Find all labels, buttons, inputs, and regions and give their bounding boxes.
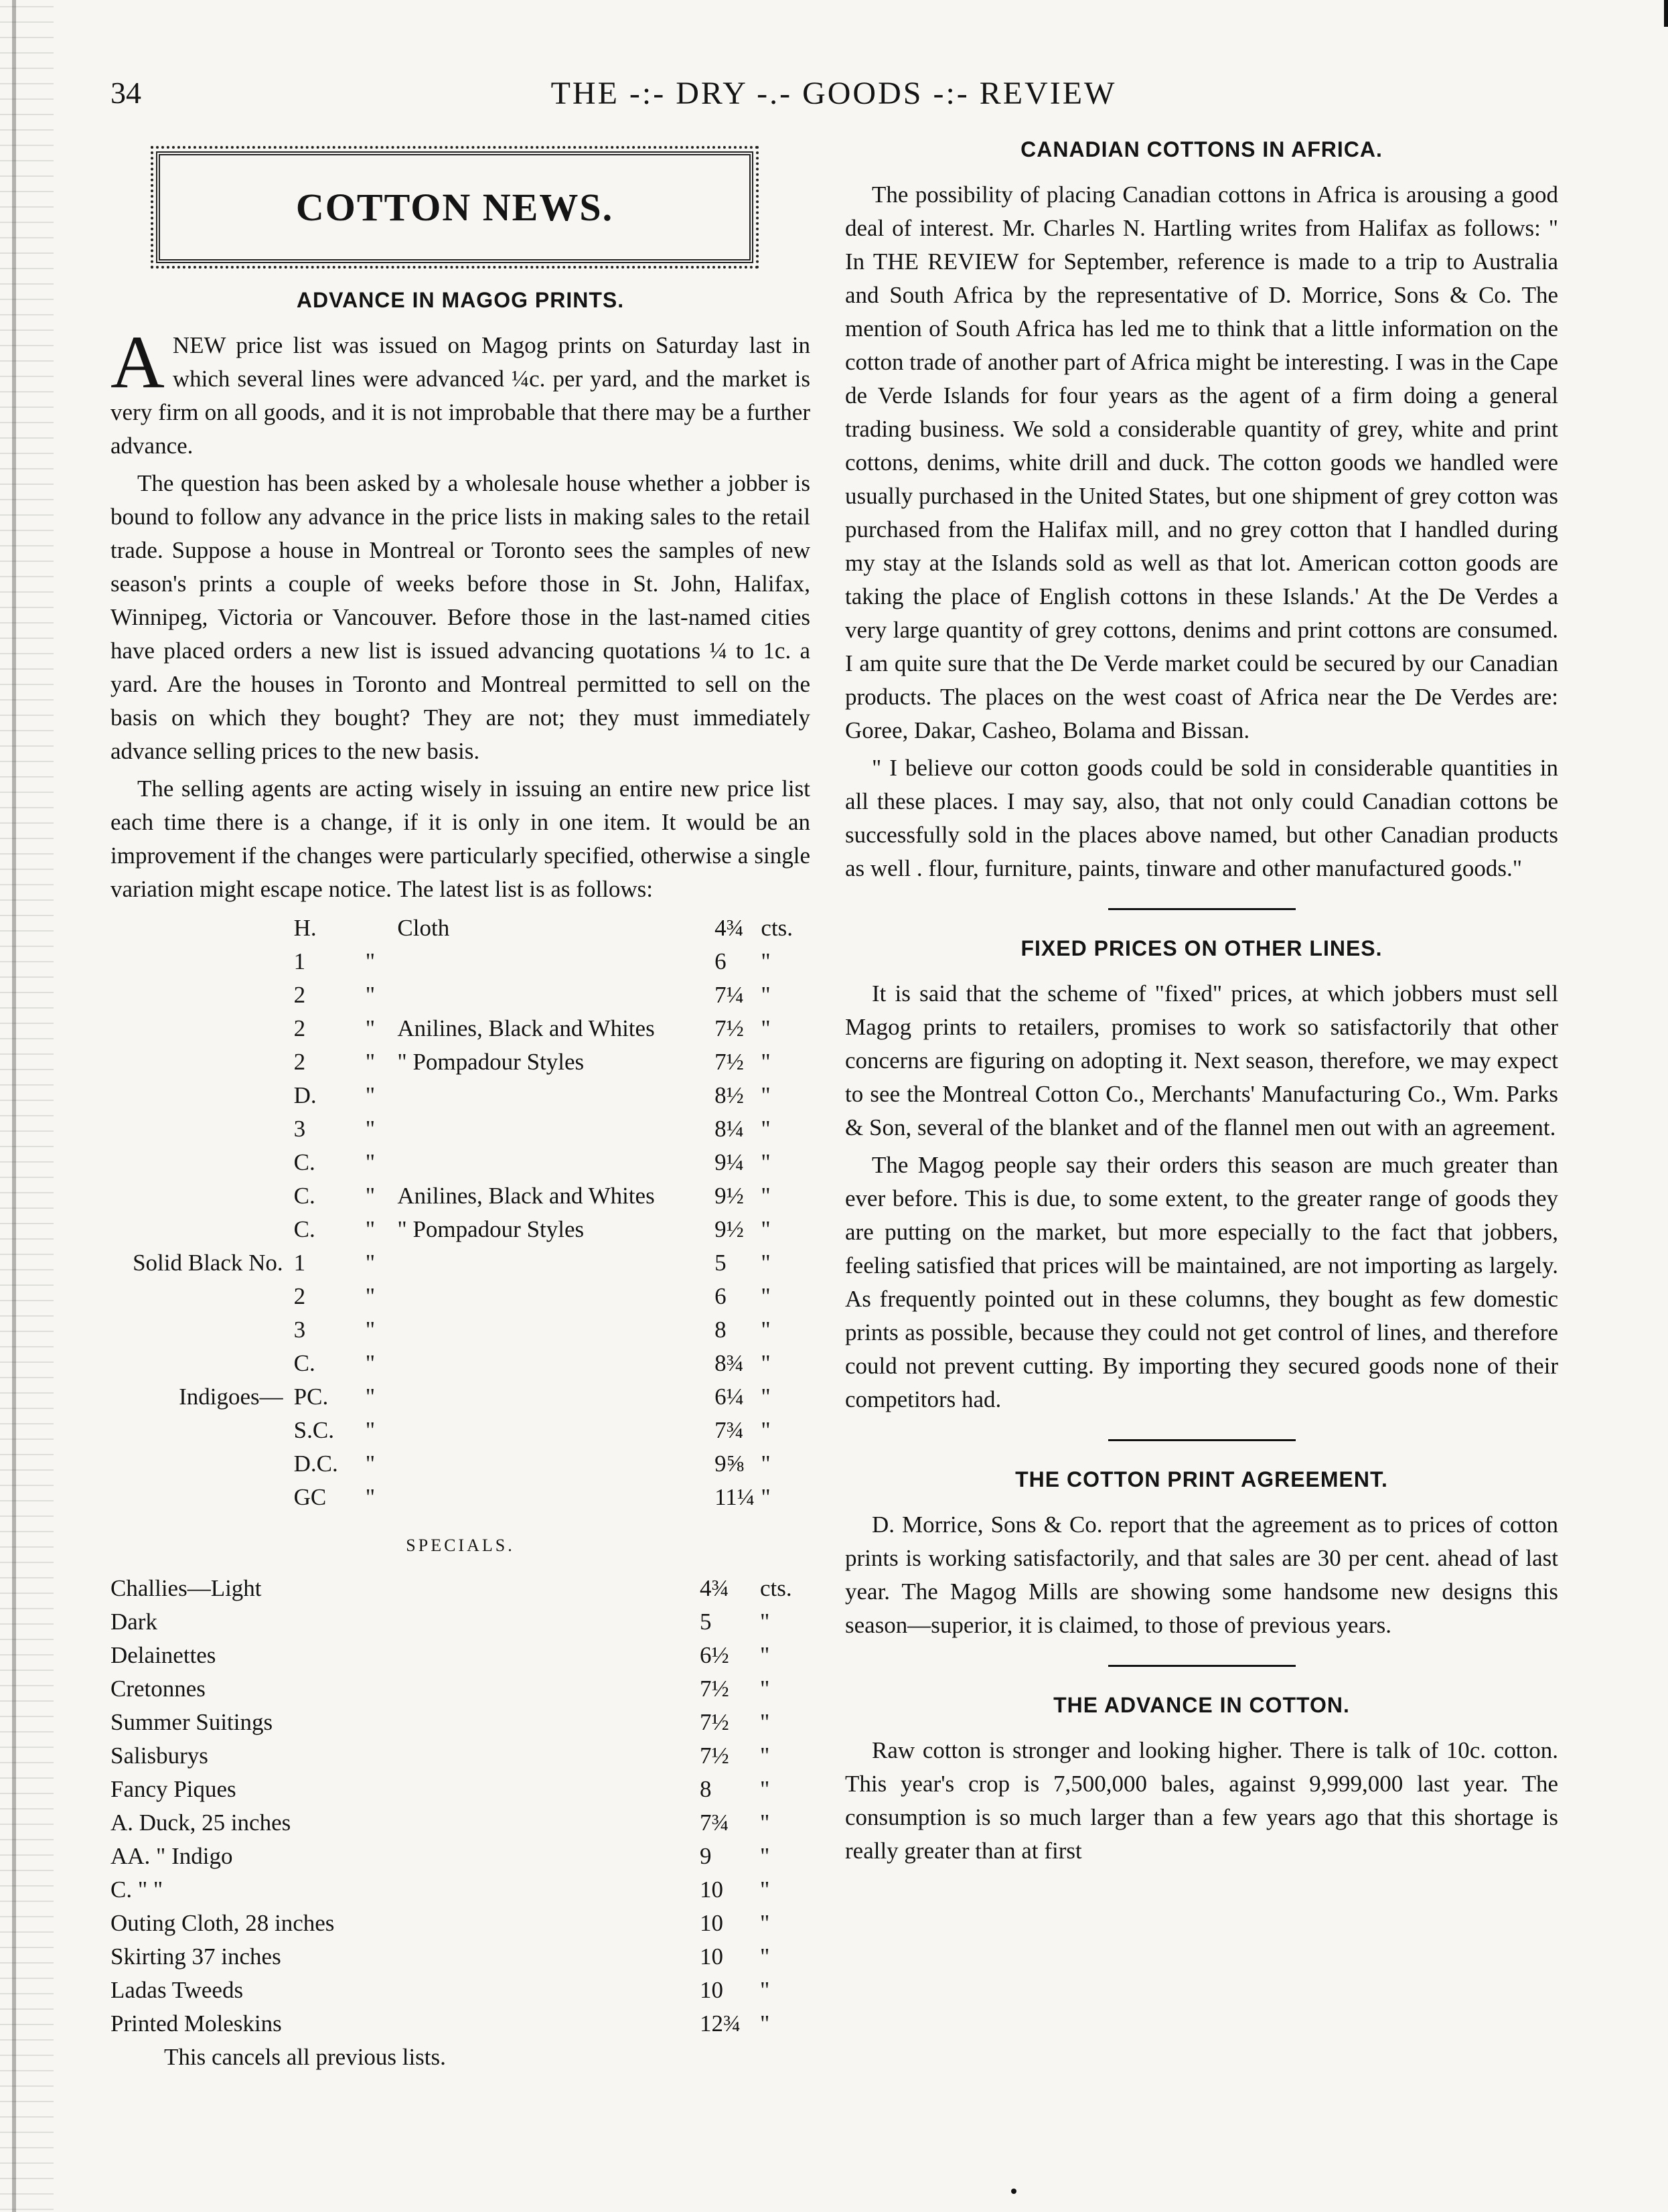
page-header — [110, 75, 1557, 129]
specials-unit: " — [760, 1910, 770, 1936]
price-row-price: 7¾ — [714, 1417, 744, 1443]
price-row-description — [397, 1380, 714, 1414]
subheading-advance-cotton: THE ADVANCE IN COTTON. — [1053, 1693, 1350, 1717]
price-row-description — [397, 1347, 714, 1380]
specials-unit: " — [760, 1810, 770, 1836]
specials-row — [110, 1605, 807, 1639]
price-row-ditto: " — [365, 1216, 376, 1242]
price-row-ditto: " — [365, 1317, 376, 1343]
subheading-africa: CANADIAN COTTONS IN AFRICA. — [1020, 137, 1383, 161]
specials-item: Challies—Light — [110, 1575, 262, 1601]
price-row-unit: " — [761, 1283, 771, 1309]
price-row-description: Cloth — [397, 915, 450, 941]
price-row — [110, 1213, 807, 1246]
price-row-ditto: " — [365, 1015, 376, 1041]
price-row-price: 5 — [714, 1250, 727, 1276]
specials-unit: cts. — [760, 1575, 792, 1601]
price-row — [110, 1380, 807, 1414]
price-row-description — [397, 1447, 714, 1481]
price-row-ditto: " — [365, 1350, 376, 1376]
price-row-price: 7½ — [714, 1049, 744, 1075]
specials-item: Dark — [110, 1609, 157, 1635]
specials-row — [110, 1907, 807, 1940]
price-row-class: C. — [293, 1149, 315, 1175]
drop-cap: A — [110, 321, 165, 404]
price-row-price: 9¼ — [714, 1149, 744, 1175]
price-row-unit: " — [761, 1350, 771, 1376]
price-row-unit: " — [761, 948, 771, 974]
price-row-lead — [110, 1179, 294, 1213]
price-row-price: 7½ — [714, 1015, 744, 1041]
price-row-lead — [110, 1112, 294, 1146]
price-row-class: 2 — [293, 1015, 306, 1041]
page-corner-mark — [1637, 0, 1668, 27]
price-row-description — [397, 1146, 714, 1179]
specials-price: 10 — [700, 1977, 723, 2003]
price-row-unit: " — [761, 1216, 771, 1242]
price-row — [110, 1112, 807, 1146]
price-row-description — [397, 1313, 714, 1347]
specials-item: C. " " — [110, 1876, 163, 1903]
price-row — [110, 1347, 807, 1380]
price-row — [110, 1481, 807, 1514]
price-row-class: C. — [293, 1183, 315, 1209]
specials-item: Cretonnes — [110, 1676, 206, 1702]
price-row-class: GC — [293, 1484, 327, 1510]
paragraph-advance: Raw cotton is stronger and looking higher. There is talk of 10c. cotton. This year's crop is 7,500,000 bales, against 9,999,000 last year. The consumption is so much larger than a few years ago that this shortage is really greater than at first — [845, 1737, 1558, 1864]
specials-row — [110, 1672, 807, 1706]
price-row-price: 7¼ — [714, 982, 744, 1008]
price-row-ditto: " — [365, 1451, 376, 1477]
specials-price: 7½ — [700, 1676, 729, 1702]
paragraph-new-price-list: ANEW price list was issued on Magog prints on Saturday last in which several lines were advanced ¼c. per yard, and the market is very firm on all goods, and it is not improbable that there may be a further advance. — [110, 321, 810, 459]
price-row-price: 6 — [714, 1283, 727, 1309]
page-foot-dot — [1011, 2189, 1016, 2194]
section-rule — [1108, 1665, 1296, 1667]
specials-unit: " — [760, 1609, 770, 1635]
price-row-class: C. — [293, 1216, 315, 1242]
paragraph-agreement: D. Morrice, Sons & Co. report that the agreement as to prices of cotton prints is working satisfactorily, and that sales are 30 per cent. ahead of last year. The Magog Mills are showing some handsome new designs this season—superior, it is claimed, to those of previous years. — [845, 1511, 1558, 1638]
price-row-unit: " — [761, 1183, 771, 1209]
price-row-description — [397, 1414, 714, 1447]
specials-row — [110, 1873, 807, 1907]
price-row-price: 8¾ — [714, 1350, 744, 1376]
section-rule — [1108, 908, 1296, 910]
price-row-class: 3 — [293, 1317, 306, 1343]
price-row-unit: " — [761, 1384, 771, 1410]
specials-item: Outing Cloth, 28 inches — [110, 1910, 335, 1936]
price-row-unit: " — [761, 982, 771, 1008]
price-row-description: " Pompadour Styles — [397, 1216, 585, 1242]
price-row-lead — [110, 1012, 294, 1045]
price-row-lead: Indigoes— — [179, 1384, 283, 1410]
price-list-table — [110, 911, 807, 1514]
price-row — [110, 1146, 807, 1179]
specials-row — [110, 1773, 807, 1806]
specials-price: 7¾ — [700, 1810, 729, 1836]
specials-unit: " — [760, 1977, 770, 2003]
price-row-class: H. — [293, 915, 317, 941]
price-row-class: C. — [293, 1350, 315, 1376]
price-row-lead: Solid Black No. — [133, 1250, 283, 1276]
specials-table — [110, 1572, 807, 2041]
price-row-description — [397, 945, 714, 978]
price-row-price: 9⅝ — [714, 1451, 744, 1477]
paragraph-fixed-2: The Magog people say their orders this season are much greater than ever before. This is due, to some extent, to the greater range of goods they are putting on the market, but more especially to the fact that jobbers, feeling satisfied that prices will be maintained, are not importing as largely. As frequently pointed out in these columns, they bought as few domestic prints as possible, because they could not get control of lines, and therefore could not prevent cutting. By importing they secured goods none of their competitors had. — [845, 1152, 1558, 1412]
specials-unit: " — [760, 1676, 770, 1702]
price-row-unit: " — [761, 1417, 771, 1443]
price-row-ditto: " — [365, 1417, 376, 1443]
price-row-ditto: " — [365, 982, 376, 1008]
specials-price: 7½ — [700, 1709, 729, 1735]
price-row-price: 4¾ — [714, 915, 744, 941]
specials-price: 10 — [700, 1910, 723, 1936]
specials-price: 10 — [700, 1876, 723, 1903]
price-row-lead — [110, 945, 294, 978]
price-row-class: D.C. — [293, 1451, 338, 1477]
specials-price: 5 — [700, 1609, 712, 1635]
price-row-description — [397, 1079, 714, 1112]
paragraph-fixed-1: It is said that the scheme of "fixed" prices, at which jobbers must sell Magog prints to retailers, promises to work so satisfactorily that other concerns are figuring on adopting it. Next season, therefore, we may expect to see the Montreal Cotton Co., Merchants' Manufacturing Co., Wm. Parks & Son, several of the blanket and of the flannel men out with an agreement. — [845, 980, 1558, 1140]
specials-item: Delainettes — [110, 1642, 216, 1668]
price-row-ditto: " — [365, 1082, 376, 1108]
specials-price: 7½ — [700, 1743, 729, 1769]
specials-heading: SPECIALS. — [406, 1536, 515, 1555]
specials-row — [110, 2007, 807, 2041]
subheading-fixed-prices: FIXED PRICES ON OTHER LINES. — [1020, 936, 1383, 960]
specials-unit: " — [760, 1943, 770, 1970]
price-row — [110, 1280, 807, 1313]
section-box-title: COTTON NEWS. — [151, 146, 759, 269]
price-row-ditto: " — [365, 1283, 376, 1309]
specials-item: A. Duck, 25 inches — [110, 1810, 291, 1836]
specials-price: 8 — [700, 1776, 712, 1802]
price-row-lead — [110, 911, 294, 945]
specials-unit: " — [760, 2010, 770, 2037]
price-row-price: 8 — [714, 1317, 727, 1343]
price-row-ditto: " — [365, 1183, 376, 1209]
price-row-ditto: " — [365, 1484, 376, 1510]
price-row-unit: cts. — [761, 915, 793, 941]
price-row — [110, 1045, 807, 1079]
price-row-class: 3 — [293, 1116, 306, 1142]
price-row-ditto: " — [365, 1250, 376, 1276]
price-row-class: 2 — [293, 982, 306, 1008]
price-row-price: 6 — [714, 948, 727, 974]
cancels-note: This cancels all previous lists. — [164, 2044, 446, 2070]
price-row — [110, 1246, 807, 1280]
specials-price: 10 — [700, 1943, 723, 1970]
price-row-price: 6¼ — [714, 1384, 744, 1410]
price-row — [110, 1313, 807, 1347]
price-row-ditto: " — [365, 1149, 376, 1175]
price-row — [110, 1079, 807, 1112]
price-row-unit: " — [761, 1250, 771, 1276]
price-row-class: 1 — [293, 948, 306, 974]
price-row-price: 8½ — [714, 1082, 744, 1108]
paragraph-africa-1: The possibility of placing Canadian cottons in Africa is arousing a good deal of interest. Mr. Charles N. Hartling writes from Halifax as follows: " In THE REVIEW for September, reference is made to a trip to Australia and South Africa by the representative of D. Morrice, Sons & Co. The mention of South Africa has led me to think that a little information on the cotton trade of another part of Africa might be interesting. I was in the Cape de Verde Islands for four years as the agent of a firm doing a general trading business. We sold a considerable quantity of grey, white and print cottons, denims, white drill and duck. The cotton goods we handled were usually purchased in the United States, but one shipment of grey cotton was purchased from the Halifax mill, and no grey cotton that I handled during my stay at the Islands sold as well as that lot. American cotton goods are taking the place of English cottons in these Islands.' At the De Verdes a very large quantity of grey cottons, denims and print cottons are consumed. I am quite sure that the De Verde market could be secured by our Canadian products. The places on the west coast of Africa near the De Verdes are: Goree, Dakar, Casheo, Bolama and Bissan. — [845, 181, 1558, 743]
price-row-class: 2 — [293, 1283, 306, 1309]
price-row-lead — [110, 1481, 294, 1514]
paragraph-selling-agents: The selling agents are acting wisely in issuing an entire new price list each time there is a change, if it is only in one item. It would be an improvement if the changes were particularly specified, otherwise a single variation might escape notice. The latest list is as follows: — [110, 776, 810, 902]
price-row-lead — [110, 1079, 294, 1112]
price-row-unit: " — [761, 1015, 771, 1041]
price-row-description — [397, 1246, 714, 1280]
page-number: 34 — [110, 76, 141, 110]
price-row — [110, 1012, 807, 1045]
price-row-class: D. — [293, 1082, 317, 1108]
price-row-price: 9½ — [714, 1216, 744, 1242]
specials-price: 4¾ — [700, 1575, 729, 1601]
price-row-lead — [110, 1347, 294, 1380]
price-row-lead — [110, 978, 294, 1012]
binding-line — [12, 0, 16, 2212]
price-row-lead — [110, 1313, 294, 1347]
price-row-class: S.C. — [293, 1417, 334, 1443]
specials-item: Ladas Tweeds — [110, 1977, 244, 2003]
price-row-description: Anilines, Black and Whites — [397, 1183, 655, 1209]
price-row-description: " Pompadour Styles — [397, 1049, 585, 1075]
specials-item: Printed Moleskins — [110, 2010, 282, 2037]
specials-row — [110, 1706, 807, 1739]
specials-unit: " — [760, 1776, 770, 1802]
price-row — [110, 1447, 807, 1481]
price-row-lead — [110, 1414, 294, 1447]
specials-row — [110, 1639, 807, 1672]
price-row-description — [397, 1112, 714, 1146]
specials-unit: " — [760, 1843, 770, 1869]
section-rule — [1108, 1439, 1296, 1441]
price-row-ditto: " — [365, 1384, 376, 1410]
price-row-description — [397, 1481, 714, 1514]
subheading-print-agreement: THE COTTON PRINT AGREEMENT. — [1015, 1467, 1388, 1491]
price-row-price: 11¼ — [714, 1484, 755, 1510]
price-row-ditto: " — [365, 1116, 376, 1142]
price-row-unit: " — [761, 1317, 771, 1343]
specials-unit: " — [760, 1642, 770, 1668]
specials-row — [110, 1572, 807, 1605]
price-row-lead — [110, 1280, 294, 1313]
specials-row — [110, 1974, 807, 2007]
price-row-class: 2 — [293, 1049, 306, 1075]
specials-item: AA. " Indigo — [110, 1843, 233, 1869]
price-row-ditto — [366, 911, 398, 945]
price-row-lead — [110, 1213, 294, 1246]
specials-row — [110, 1806, 807, 1840]
paragraph-jobber-question: The question has been asked by a wholesale house whether a jobber is bound to follow any advance in the price lists in making sales to the retail trade. Suppose a house in Montreal or Toronto sees the samples of new season's prints a couple of weeks before those in St. John, Halifax, Winnipeg, Victoria or Vancouver. Before those in the last-named cities have placed orders a new list is issued advancing quotations ¼ to 1c. a yard. Are the houses in Toronto and Montreal permitted to sell on the basis on which they bought? They are not; they must immediately advance selling prices to the new basis. — [110, 470, 810, 764]
specials-price: 12¾ — [700, 2010, 741, 2037]
scanned-binding-edge — [0, 0, 54, 2212]
specials-price: 6½ — [700, 1642, 729, 1668]
price-row-description — [397, 978, 714, 1012]
price-row-unit: " — [761, 1451, 771, 1477]
left-column — [110, 134, 810, 2074]
price-row-price: 9½ — [714, 1183, 744, 1209]
running-head: THE -:- DRY -.- GOODS -:- REVIEW — [550, 76, 1117, 111]
specials-row — [110, 1940, 807, 1974]
price-row-unit: " — [761, 1149, 771, 1175]
price-row-price: 8¼ — [714, 1116, 744, 1142]
price-row-unit: " — [761, 1116, 771, 1142]
specials-unit: " — [760, 1709, 770, 1735]
price-row-ditto: " — [365, 948, 376, 974]
price-row — [110, 911, 807, 945]
price-row — [110, 1414, 807, 1447]
price-row-lead — [110, 1146, 294, 1179]
price-row-lead — [110, 1447, 294, 1481]
specials-unit: " — [760, 1876, 770, 1903]
price-row-description: Anilines, Black and Whites — [397, 1015, 655, 1041]
price-row-unit: " — [761, 1049, 771, 1075]
subheading-magog: ADVANCE IN MAGOG PRINTS. — [296, 288, 625, 312]
specials-item: Salisburys — [110, 1743, 208, 1769]
specials-item: Fancy Piques — [110, 1776, 236, 1802]
paragraph-africa-2: " I believe our cotton goods could be sold in considerable quantities in all these places. I may say, also, that not only could Canadian cottons be successfully sold in the places above named, but other Canadian products as well . flour, furniture, paints, tinware and other manufactured goods." — [845, 755, 1558, 881]
specials-unit: " — [760, 1743, 770, 1769]
price-row-unit: " — [761, 1484, 771, 1510]
price-row-ditto: " — [365, 1049, 376, 1075]
price-row-unit: " — [761, 1082, 771, 1108]
specials-row — [110, 1840, 807, 1873]
specials-row — [110, 1739, 807, 1773]
price-row-description — [397, 1280, 714, 1313]
specials-price: 9 — [700, 1843, 712, 1869]
price-row-lead — [110, 1045, 294, 1079]
price-row — [110, 945, 807, 978]
specials-item: Summer Suitings — [110, 1709, 273, 1735]
price-row-class: PC. — [293, 1384, 329, 1410]
price-row-class: 1 — [293, 1250, 306, 1276]
right-column — [845, 134, 1558, 1872]
price-row — [110, 978, 807, 1012]
price-row — [110, 1179, 807, 1213]
specials-item: Skirting 37 inches — [110, 1943, 281, 1970]
